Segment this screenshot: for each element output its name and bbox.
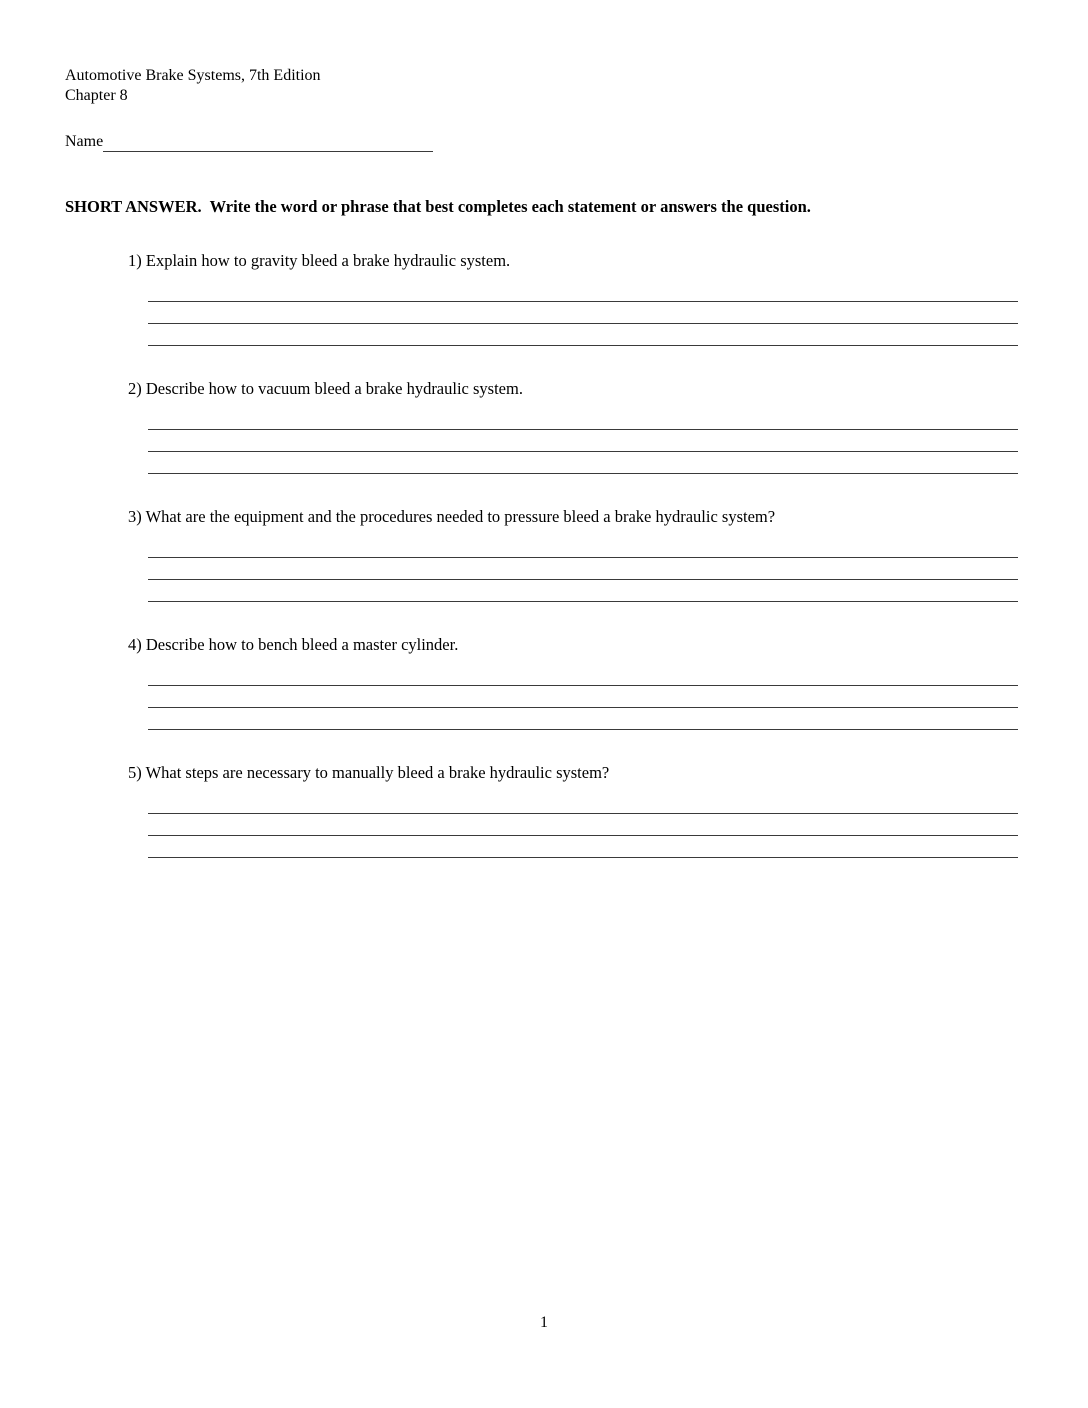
answer-lines (148, 408, 1018, 474)
name-blank-line (103, 132, 433, 152)
answer-blank-line (148, 558, 1018, 580)
question-number: 1) (128, 251, 142, 270)
answer-blank-line (148, 408, 1018, 430)
question-title (128, 250, 1018, 272)
question-block-4 (128, 634, 1018, 730)
question-title (128, 378, 1018, 400)
section-heading: SHORT ANSWER. Write the word or phrase that best completes each statement or answers the question. (65, 197, 811, 216)
question-block-3 (128, 506, 1018, 602)
answer-blank-line (148, 836, 1018, 858)
answer-lines (148, 792, 1018, 858)
question-text: Explain how to gravity bleed a brake hydraulic system. (145, 251, 511, 270)
answer-blank-line (148, 324, 1018, 346)
answer-blank-line (148, 280, 1018, 302)
question-text: Describe how to bench bleed a master cylinder. (145, 635, 459, 654)
header-chapter: Chapter 8 (65, 87, 128, 104)
name-label: Name (65, 133, 104, 150)
document-header (65, 66, 1018, 106)
page-number: 1 (540, 1314, 548, 1331)
answer-lines (148, 536, 1018, 602)
answer-blank-line (148, 708, 1018, 730)
question-title (128, 506, 1018, 528)
question-number: 4) (128, 635, 142, 654)
question-number: 5) (128, 763, 142, 782)
question-block-5 (128, 762, 1018, 858)
question-number: 2) (128, 379, 142, 398)
question-title (128, 762, 1018, 784)
question-text: Describe how to vacuum bleed a brake hydraulic system. (145, 379, 523, 398)
answer-blank-line (148, 686, 1018, 708)
answer-blank-line (148, 302, 1018, 324)
name-row (65, 132, 1018, 152)
answer-blank-line (148, 792, 1018, 814)
answer-blank-line (148, 430, 1018, 452)
answer-lines (148, 280, 1018, 346)
question-title (128, 634, 1018, 656)
question-text: What are the equipment and the procedures needed to pressure bleed a brake hydraulic system? (145, 507, 776, 526)
answer-blank-line (148, 452, 1018, 474)
answer-blank-line (148, 580, 1018, 602)
answer-blank-line (148, 814, 1018, 836)
question-block-2 (128, 378, 1018, 474)
answer-blank-line (148, 536, 1018, 558)
answer-lines (148, 664, 1018, 730)
question-number: 3) (128, 507, 142, 526)
header-title: Automotive Brake Systems, 7th Edition (65, 67, 321, 84)
answer-blank-line (148, 664, 1018, 686)
question-block-1 (128, 250, 1018, 346)
question-text: What steps are necessary to manually bleed a brake hydraulic system? (145, 763, 610, 782)
